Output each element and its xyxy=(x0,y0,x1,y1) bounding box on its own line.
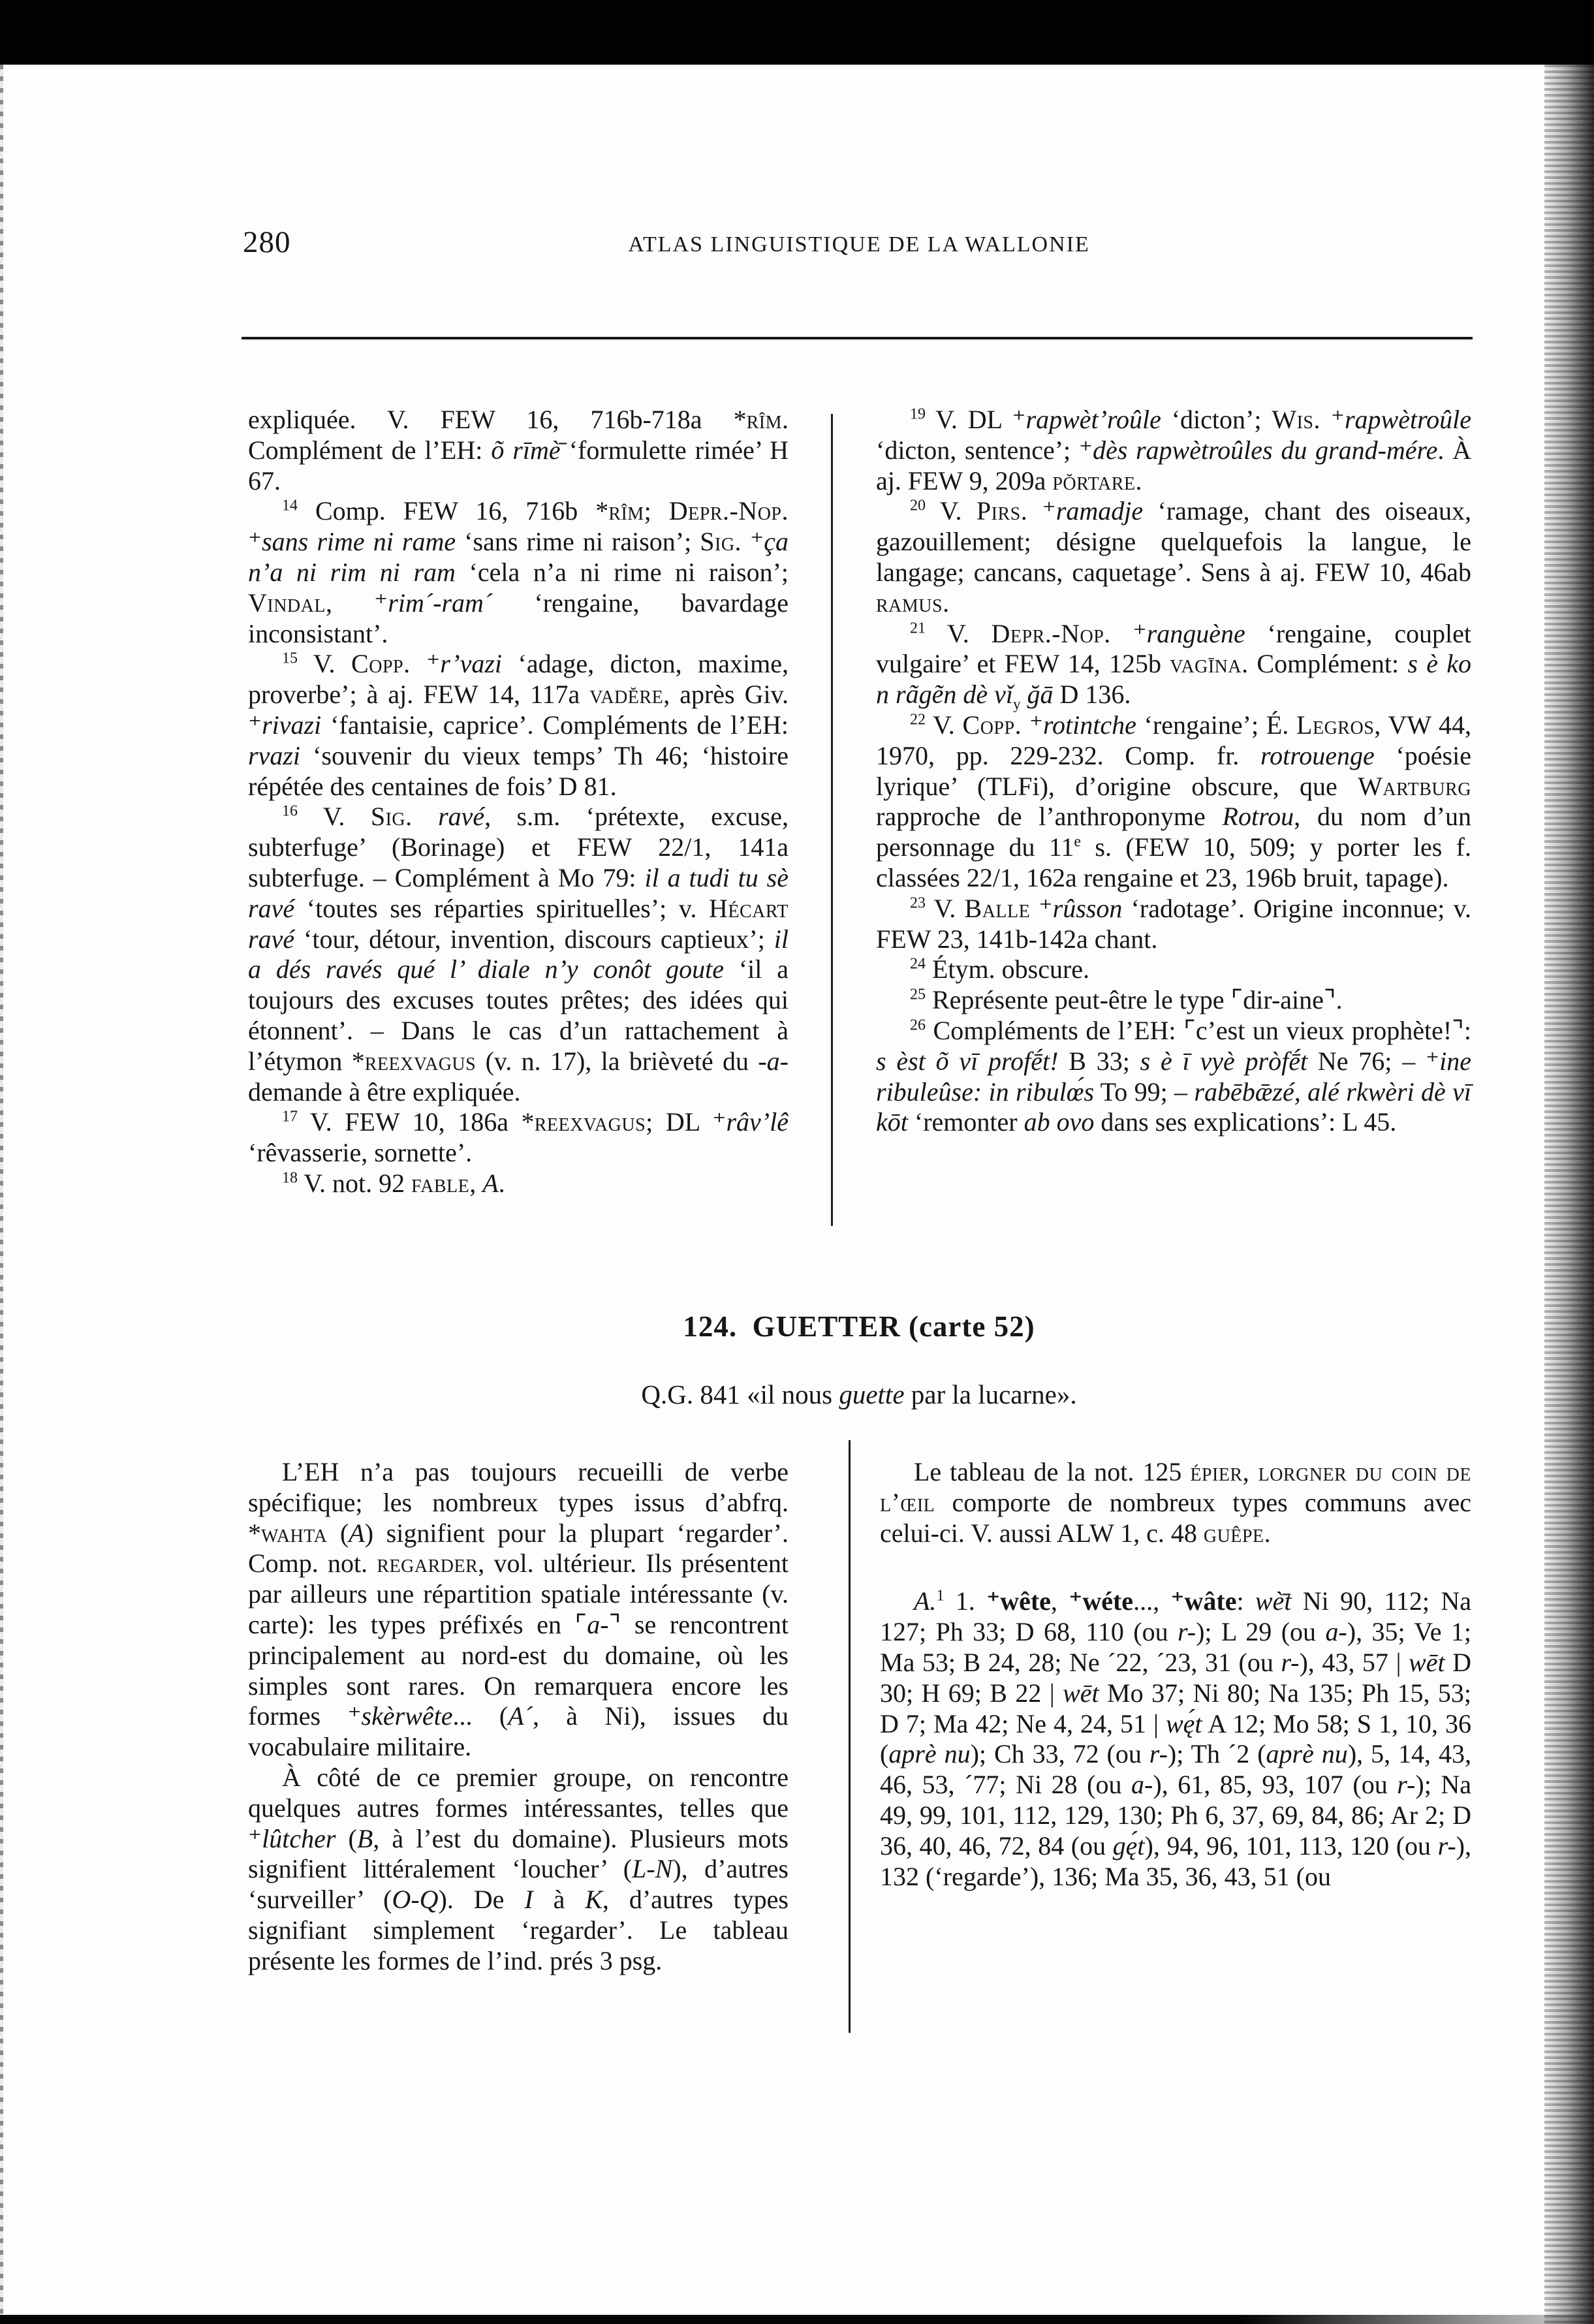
paragraph: $^{23}$ V. Balle ⁺rûsson ‘radotage’. Origine inconnue; v. FEW 23, 141b-142a chant. xyxy=(876,893,1472,954)
header-rule xyxy=(242,337,1473,339)
paragraph: $^{15}$ V. Copp. ⁺r’vazi ‘adage, dicton, maxime, proverbe’; à aj. FEW 14, 117a vadĕre, après Giv. ⁺rivazi ‘fantaisie, caprice’. Compléments de l’EH: rvazi ‘souvenir du vieux temps’ Th 46; ‘histoire répétée des centaines de fois’ D 81. xyxy=(248,649,789,801)
paragraph: $^{14}$ Comp. FEW 16, 716b *rîm; Depr.-Nop. ⁺sans rime ni rame ‘sans rime ni raison’; Sig. ⁺ça n’a ni rim ni ram ‘cela n’a ni rime ni raison’; Vindal, ⁺rim´-ram´ ‘rengaine, bavardage inconsistant’. xyxy=(248,496,789,648)
footnotes-left-column xyxy=(248,405,789,1199)
paragraph: $^{20}$ V. Pirs. ⁺ramadje ‘ramage, chant des oiseaux, gazouillement; désigne quelquefois la langue, le langage; cancans, caquetage’. Sens à aj. FEW 10, 46ab ramus. xyxy=(876,496,1471,618)
paragraph: L’EH n’a pas toujours recueilli de verbe spécifique; les nombreux types issus d’abfrq. *wahta (A) signifient pour la plupart ‘regarder’. Comp. not. regarder, vol. ultérieur. Ils présentent par ailleurs une répartition spatiale intéressante (v. carte): les types préfixés en ⌜a-⌝ se rencontrent principalement au nord-est du domaine, où les simples sont rares. On remarquera encore les formes ⁺skèrwête... (A´, à Ni), issues du vocabulaire militaire. xyxy=(248,1457,789,1762)
section-heading: 124. GUETTER (carte 52) xyxy=(683,1310,1035,1343)
paragraph: $^{25}$ Représente peut-être le type ⌜dir-aine⌝. xyxy=(910,985,1343,1015)
scan-artifact-top-bar xyxy=(0,0,1594,65)
scan-artifact-bottom-bar xyxy=(0,2315,1594,2324)
running-title: ATLAS LINGUISTIQUE DE LA WALLONIE xyxy=(628,232,1090,257)
column-divider-bottom xyxy=(849,1440,851,2033)
paragraph: Q.G. 841 «il nous guette par la lucarne». xyxy=(641,1379,1077,1409)
paragraph: $^{17}$ V. FEW 10, 186a *reexvagus; DL ⁺râv’lê ‘rêvasserie, sornette’. xyxy=(248,1107,789,1168)
paragraph: $^{22}$ V. Copp. ⁺rotintche ‘rengaine’; É. Legros, VW 44, 1970, pp. 229-232. Comp. fr. rotrouenge ‘poésie lyrique’ (TLFi), d’origine obscure, que Wartburg rapproche de l’anthroponyme Rotrou, du nom d’un personnage du 11e s. (FEW 10, 509; y porter les f. classées 22/1, 162a rengaine et 23, 196b bruit, tapage). xyxy=(876,710,1471,892)
page-number: 280 xyxy=(243,225,291,259)
footnotes-right-column xyxy=(876,405,1471,1138)
body-left-column xyxy=(248,1457,789,1977)
scan-artifact-right-band xyxy=(1544,0,1594,2324)
body-right-column xyxy=(880,1457,1471,1892)
paragraph: $^{21}$ V. Depr.-Nop. ⁺ranguène ‘rengaine, couplet vulgaire’ et FEW 14, 125b vagīna. Complément: s è ko n rãgẽn dè $vǐ_y$ ğā D 136. xyxy=(876,618,1472,714)
paragraph: À côté de ce premier groupe, on rencontre quelques autres formes intéressantes, telles que ⁺lûtcher (B, à l’est du domaine). Plusieurs mots signifient littéralement ‘loucher’ (L-N), d’autres ‘surveiller’ (O-Q). De I à K, d’autres types signifiant simplement ‘regarder’. Le tableau présente les formes de l’ind. prés 3 psg. xyxy=(248,1762,789,1975)
paragraph: $^{16}$ V. Sig. ravé, s.m. ‘prétexte, excuse, subterfuge’ (Borinage) et FEW 22/1, 141a subterfuge. – Complément à Mo 79: il a tudi tu sè ravé ‘toutes ses réparties spirituelles’; v. Hécart ravé ‘tour, détour, invention, discours captieux’; il a dés ravés qué l’ diale n’y conôt goute ‘il a toujours des excuses toutes prêtes; des idées qui étonnent’. – Dans le cas d’un rattachement à l’étymon *reexvagus (v. n. 17), la brièveté du -a- demande à être expliquée. xyxy=(248,802,789,1107)
paragraph: $^{24}$ Étym. obscure. xyxy=(910,954,1090,984)
paragraph: Le tableau de la not. 125 épier, lorgner du coin de l’œil comporte de nombreux types communs avec celui-ci. V. aussi ALW 1, c. 48 guêpe. xyxy=(880,1457,1471,1548)
paragraph: A.$^1$ 1. ⁺wête, ⁺wéte..., ⁺wâte: wè̄t Ni 90, 112; Na 127; Ph 33; D 68, 110 (ou r-); L 29 (ou a-), 35; Ve 1; Ma 53; B 24, 28; Ne ´22, ´23, 31 (ou r-), 43, 57 | wēt D 30; H 69; B 22 | wēt Mo 37; Ni 80; Na 135; Ph 15, 53; D 7; Ma 42; Ne 4, 24, 51 | wę́t A 12; Mo 58; S 1, 10, 36 (aprè nu); Ch 33, 72 (ou r-); Th ´2 (aprè nu), 5, 14, 43, 46, 53, ´77; Ni 28 (ou a-), 61, 85, 93, 107 (ou r-); Na 49, 99, 101, 112, 129, 130; Ph 6, 37, 69, 84, 86; Ar 2; D 36, 40, 46, 72, 84 (ou gę́t), 94, 96, 101, 113, 120 (ou r-), 132 (‘regarde’), 136; Ma 35, 36, 43, 51 (ou xyxy=(880,1586,1472,1891)
column-divider-top xyxy=(831,414,833,1226)
paragraph: $^{19}$ V. DL ⁺rapwèt’roûle ‘dicton’; Wis. ⁺rapwètroûle ‘dicton, sentence’; ⁺dès rapwètroûles du grand-mére. À aj. FEW 9, 209a pŏrtare. xyxy=(876,405,1472,495)
paragraph: $^{18}$ V. not. 92 fable, A. xyxy=(282,1168,505,1198)
paragraph: $^{26}$ Compléments de l’EH: ⌜c’est un vieux prophète!⌝: s èst õ vī profḗt! B 33; s è ī vyè pròfḗt Ne 76; – ⁺ine ribuleûse: in ribulœ́s To 99; – rabēbǣzé, alé rkwèri dè vī kōt ‘remonter ab ovo dans ses explications’: L 45. xyxy=(876,1015,1471,1137)
scan-artifact-left-edge xyxy=(0,65,3,2315)
paragraph: expliquée. V. FEW 16, 716b-718a *rîm. Complément de l’EH: õ rīmè̄ ‘formulette rimée’ H 67. xyxy=(248,405,789,495)
section-subheading xyxy=(248,1379,1470,1410)
